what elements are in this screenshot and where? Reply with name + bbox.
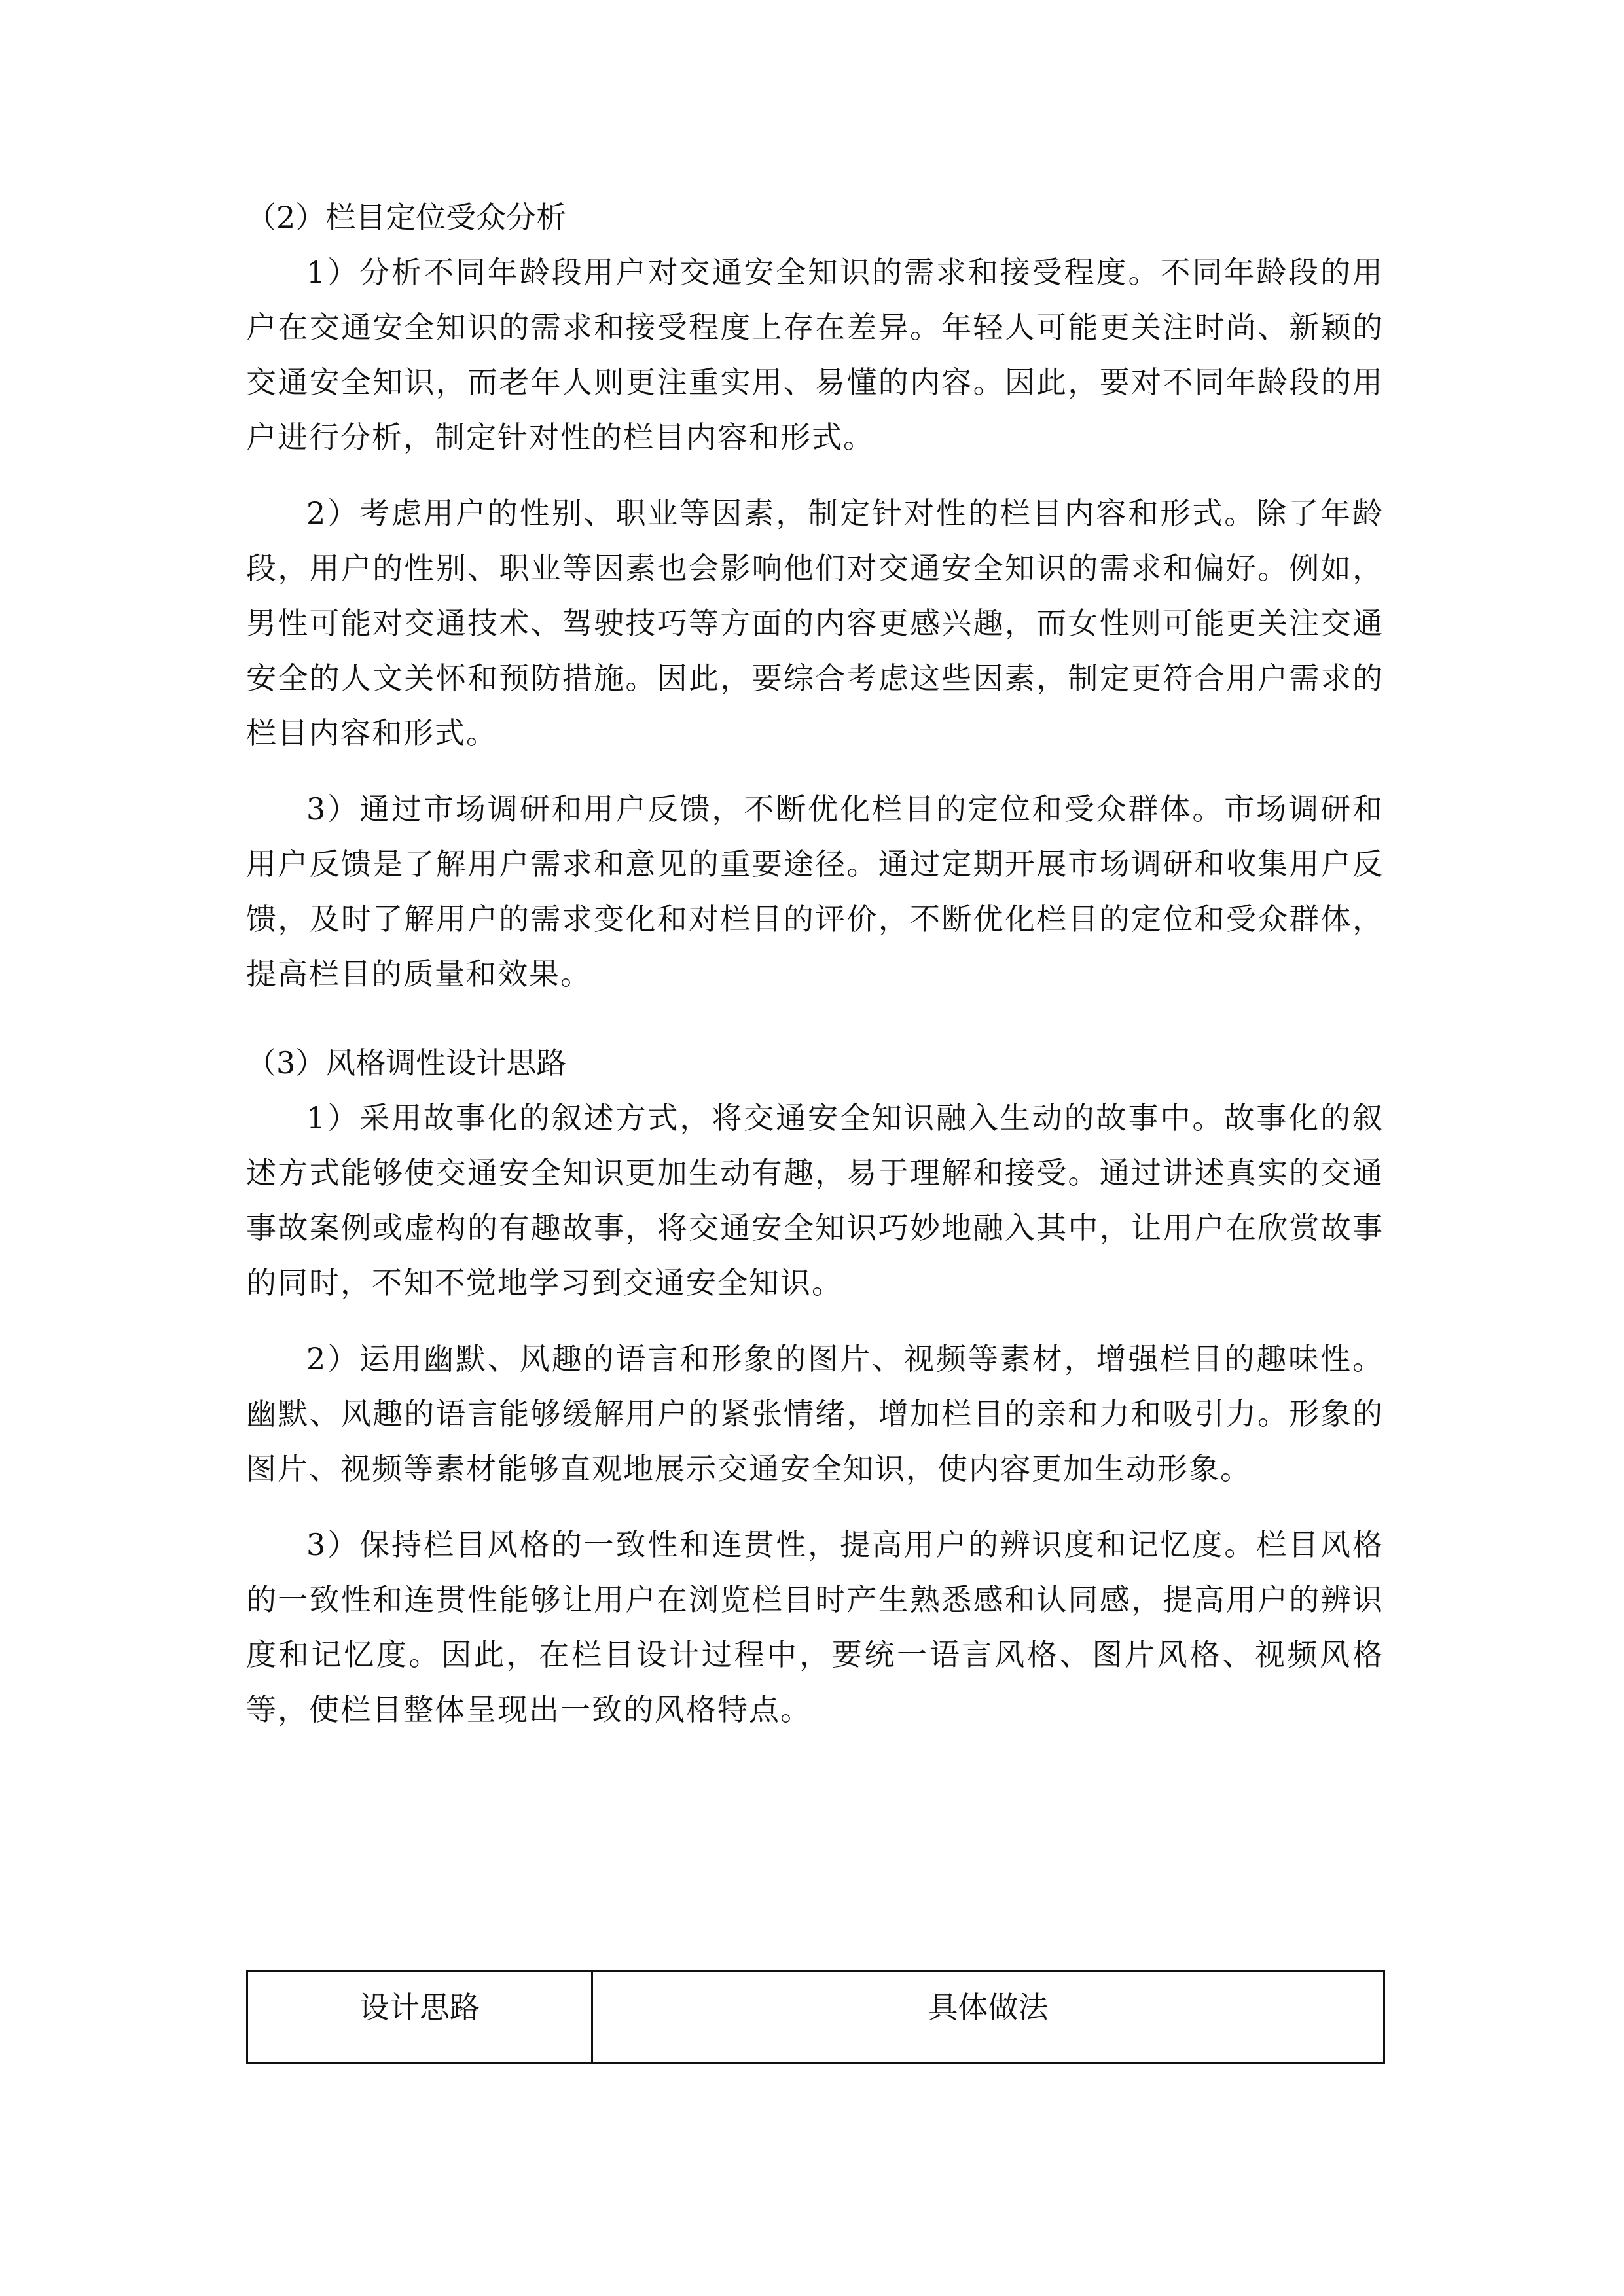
paragraph-storytelling: 1）采用故事化的叙述方式，将交通安全知识融入生动的故事中。故事化的叙述方式能够使交通安全知识更加生动有趣，易于理解和接受。通过讲述真实的交通事故案例或虚构的有趣故事，将交通安全知识巧妙地融入其中，让用户在欣赏故事的同时，不知不觉地学习到交通安全知识。 xyxy=(246,1100,1384,1300)
section-heading-audience-analysis: （2）栏目定位受众分析 xyxy=(246,200,567,235)
section-spacer xyxy=(246,1022,1384,1035)
paragraph-style-consistency: 3）保持栏目风格的一致性和连贯性，提高用户的辨识度和记忆度。栏目风格的一致性和连贯性能够让用户在浏览栏目时产生熟悉感和认同感，提高用户的辨识度和记忆度。因此，在栏目设计过程中，要统一语言风格、图片风格、视频风格等，使栏目整体呈现出一致的风格特点。 xyxy=(246,1527,1384,1727)
paragraph-age-analysis: 1）分析不同年龄段用户对交通安全知识的需求和接受程度。不同年龄段的用户在交通安全知识的需求和接受程度上存在差异。年轻人可能更关注时尚、新颖的交通安全知识，而老年人则更注重实用、易懂的内容。因此，要对不同年龄段的用户进行分析，制定针对性的栏目内容和形式。 xyxy=(246,255,1384,455)
design-approach-table xyxy=(246,1970,1385,2064)
section-heading-style-design: （3）风格调性设计思路 xyxy=(246,1045,567,1081)
paragraph-humor-media: 2）运用幽默、风趣的语言和形象的图片、视频等素材，增强栏目的趣味性。幽默、风趣的语言能够缓解用户的紧张情绪，增加栏目的亲和力和吸引力。形象的图片、视频等素材能够直观地展示交通安全知识，使内容更加生动形象。 xyxy=(246,1341,1384,1486)
table-header-specific-method: 具体做法 xyxy=(592,1971,1384,2063)
table-header-design-idea: 设计思路 xyxy=(247,1971,592,2063)
paragraph-gender-occupation: 2）考虑用户的性别、职业等因素，制定针对性的栏目内容和形式。除了年龄段，用户的性别、职业等因素也会影响他们对交通安全知识的需求和偏好。例如，男性可能对交通技术、驾驶技巧等方面的内容更感兴趣，而女性则可能更关注交通安全的人文关怀和预防措施。因此，要综合考虑这些因素，制定更符合用户需求的栏目内容和形式。 xyxy=(246,495,1384,751)
paragraph-market-research: 3）通过市场调研和用户反馈，不断优化栏目的定位和受众群体。市场调研和用户反馈是了解用户需求和意见的重要途径。通过定期开展市场调研和收集用户反馈，及时了解用户的需求变化和对栏目的评价，不断优化栏目的定位和受众群体，提高栏目的质量和效果。 xyxy=(246,791,1384,992)
table-header-row xyxy=(247,1971,1384,2063)
document-body xyxy=(246,190,1384,1737)
